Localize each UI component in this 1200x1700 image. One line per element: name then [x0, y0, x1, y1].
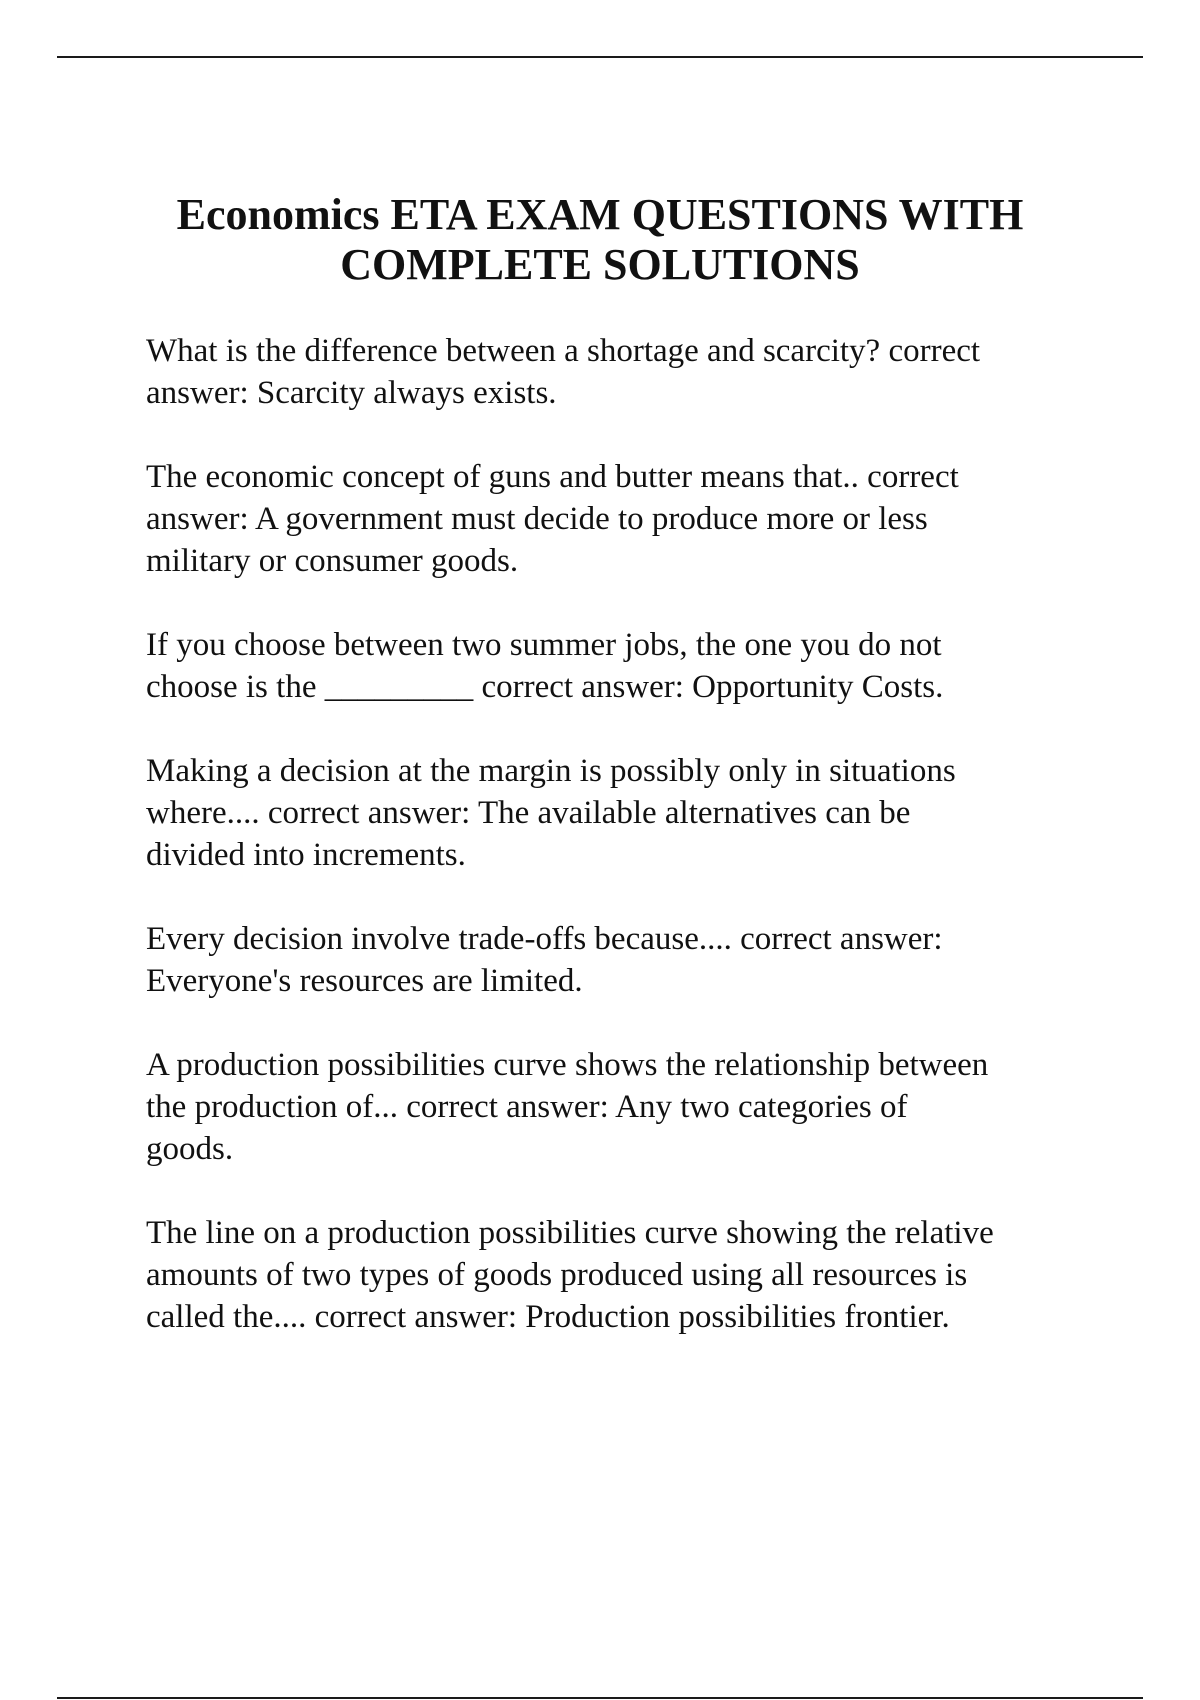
qa-line: the production of... correct answer: Any two categories of	[146, 1089, 908, 1125]
qa-line: where.... correct answer: The available alternatives can be	[146, 795, 911, 831]
title-line: Economics ETA EXAM QUESTIONS WITH	[176, 190, 1024, 239]
question-answer-list	[146, 330, 1106, 1380]
qa-line: divided into increments.	[146, 837, 466, 873]
top-rule	[57, 56, 1143, 58]
qa-line: If you choose between two summer jobs, the one you do not	[146, 627, 942, 663]
document-title	[100, 190, 1100, 290]
qa-line: Everyone's resources are limited.	[146, 963, 583, 999]
qa-line: called the.... correct answer: Production possibilities frontier.	[146, 1299, 950, 1335]
qa-line: answer: A government must decide to produce more or less	[146, 501, 928, 537]
qa-line: The economic concept of guns and butter means that.. correct	[146, 459, 959, 495]
qa-line: answer: Scarcity always exists.	[146, 375, 557, 411]
title-line: COMPLETE SOLUTIONS	[340, 240, 860, 289]
qa-item-3	[146, 624, 1106, 708]
qa-line: Making a decision at the margin is possibly only in situations	[146, 753, 956, 789]
qa-item-1	[146, 330, 1106, 414]
qa-item-5	[146, 918, 1106, 1002]
bottom-rule	[57, 1697, 1143, 1699]
qa-line: Every decision involve trade-offs because.... correct answer:	[146, 921, 943, 957]
qa-item-7	[146, 1212, 1106, 1338]
qa-item-2	[146, 456, 1106, 582]
qa-item-6	[146, 1044, 1106, 1170]
qa-line: military or consumer goods.	[146, 543, 519, 579]
qa-line: goods.	[146, 1131, 234, 1167]
qa-line: A production possibilities curve shows the relationship between	[146, 1047, 989, 1083]
qa-line: The line on a production possibilities curve showing the relative	[146, 1215, 994, 1251]
qa-item-4	[146, 750, 1106, 876]
qa-line: What is the difference between a shortage and scarcity? correct	[146, 333, 981, 369]
qa-line: choose is the _________ correct answer: Opportunity Costs.	[146, 669, 944, 705]
qa-line: amounts of two types of goods produced using all resources is	[146, 1257, 968, 1293]
